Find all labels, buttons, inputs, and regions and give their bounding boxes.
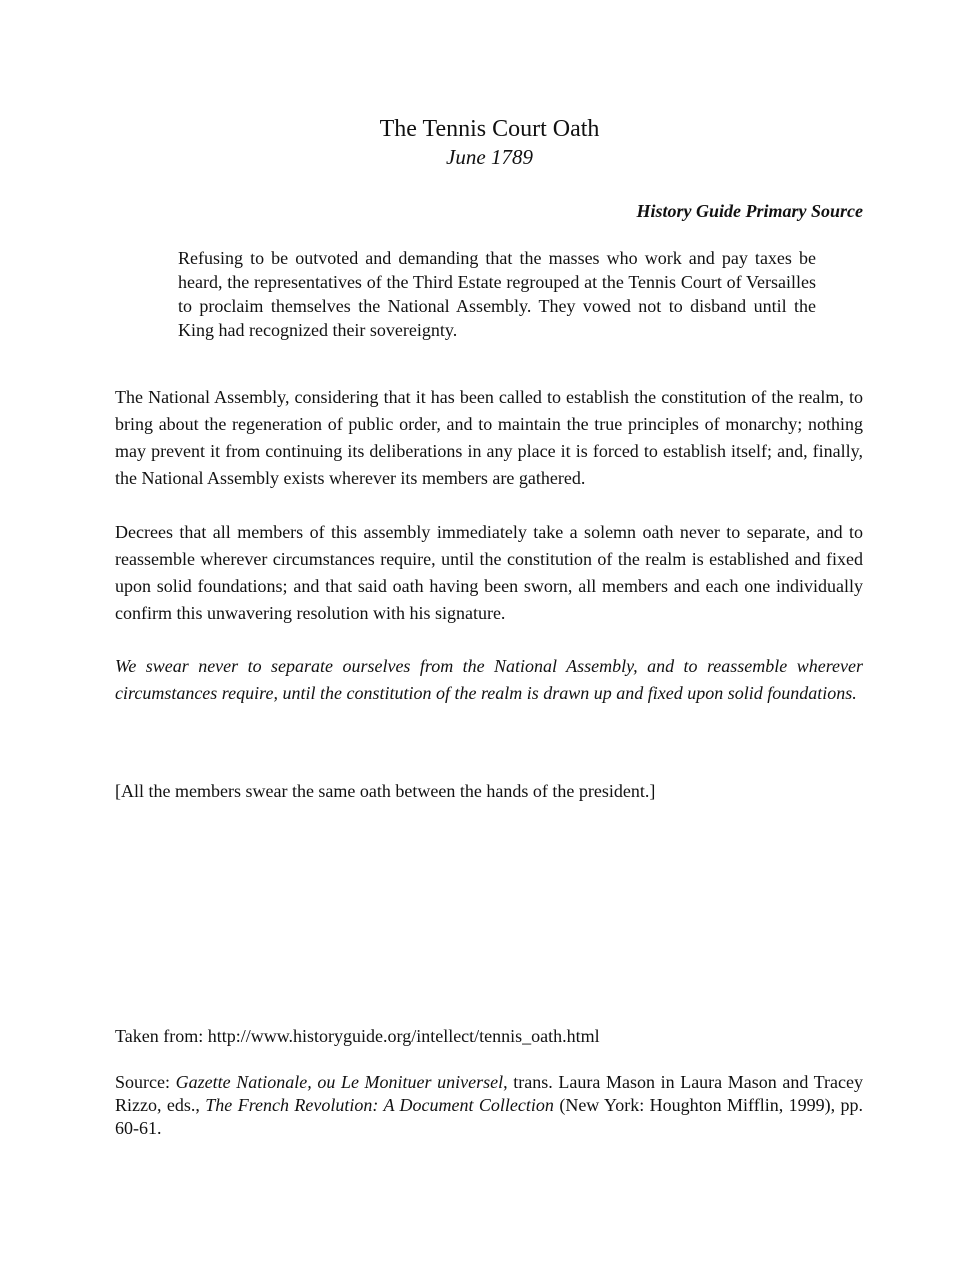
taken-from-line: Taken from: http://www.historyguide.org/intellect/tennis_oath.html [115, 1026, 600, 1046]
document-date: June 1789 [446, 145, 533, 169]
oath-note: [All the members swear the same oath between the hands of the president.] [115, 781, 656, 801]
citation-book-title: The French Revolution: A Document Collection [205, 1095, 554, 1115]
source-label: History Guide Primary Source [636, 201, 863, 221]
citation-middle: , trans. Laura Mason in Laura Mason and Tracey Rizzo, eds., [115, 1072, 864, 1115]
body-paragraph-1: The National Assembly, considering that it has been called to establish the constitution of the realm, to bring about the regeneration of public order, and to maintain the true principles of monarchy; nothing may prevent it from continuing its deliberations in any place it is forced to establish itself; and, finally, the National Assembly exists wherever its members are gathered. [115, 387, 863, 488]
intro-paragraph: Refusing to be outvoted and demanding that the masses who work and pay taxes be heard, the representatives of the Third Estate regrouped at the Tennis Court of Versailles to proclaim themselves the National Assembly. They vowed not to disband until the King had recognized their sovereignty. [178, 248, 816, 340]
body-paragraph-2: Decrees that all members of this assembly immediately take a solemn oath never to separate, and to reassemble wherever circumstances require, until the constitution of the realm is established and fixed upon solid foundations; and that said oath having been sworn, all members and each one individually confirm this unwavering resolution with his signature. [115, 522, 863, 623]
citation-publication: Gazette Nationale, ou Le Monituer universel [175, 1072, 504, 1092]
oath-text: We swear never to separate ourselves from the National Assembly, and to reassemble wherever circumstances require, until the constitution of the realm is drawn up and fixed upon solid foundations. [115, 656, 863, 703]
document-title: The Tennis Court Oath [379, 116, 600, 142]
citation-suffix: (New York: Houghton Mifflin, 1999), pp. 60-61. [115, 1095, 864, 1138]
citation-prefix: Source: [115, 1072, 176, 1092]
source-citation [115, 1071, 863, 1140]
